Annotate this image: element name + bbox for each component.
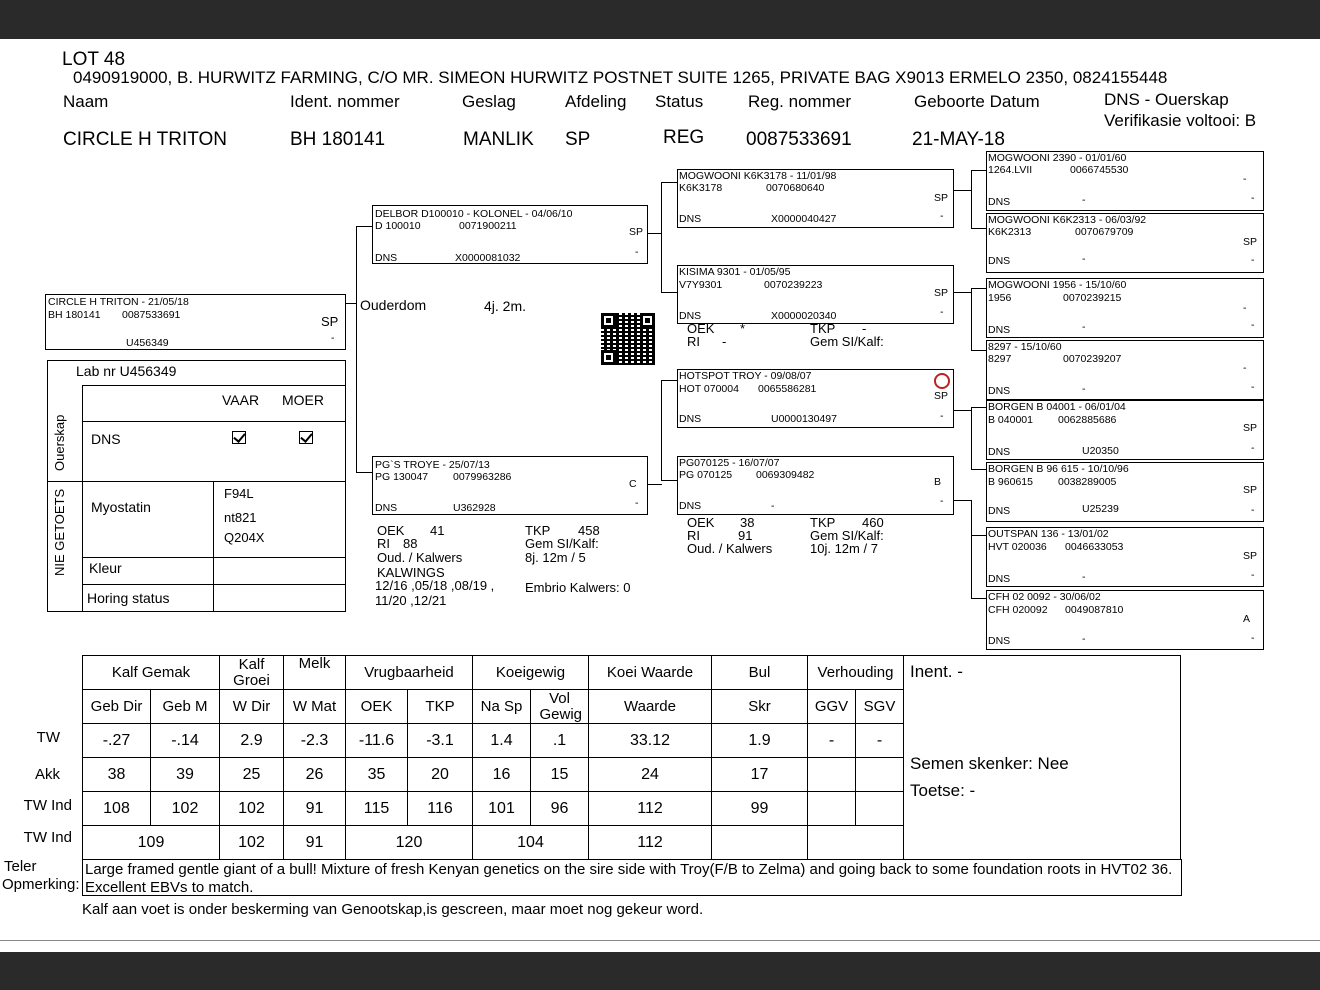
- row-label-akk: Akk: [34, 766, 60, 783]
- ss-afdeling: SP: [934, 192, 949, 204]
- subject-title: CIRCLE H TRITON - 21/05/18: [48, 296, 189, 308]
- myostatin-q204x: Q204X: [224, 530, 265, 545]
- gg-ident: HVT 020036: [988, 541, 1047, 553]
- dam-dash: -: [635, 497, 639, 509]
- gg-box-5: [986, 400, 1264, 460]
- gg-reg: 0070239207: [1063, 353, 1122, 365]
- lab-number: Lab nr U456349: [76, 363, 177, 379]
- sd-oek-label: OEK: [687, 321, 715, 336]
- sd-dns-value: X0000020340: [771, 310, 837, 322]
- twind2-cell: [808, 826, 904, 860]
- gg-ident: B 960615: [988, 476, 1033, 488]
- tw-cell: -: [856, 724, 904, 758]
- gg-ident: 1264.LVII: [988, 164, 1033, 176]
- dns-label: DNS: [91, 431, 121, 447]
- connector: [661, 292, 677, 293]
- gg-box-6: [986, 462, 1264, 522]
- sub-w-mat: W Mat: [284, 690, 346, 724]
- gg-dns-value: -: [1082, 253, 1086, 265]
- gg-dns-label: DNS: [988, 573, 1011, 585]
- sub-w-dir: W Dir: [220, 690, 284, 724]
- sub-oek: OEK: [346, 690, 408, 724]
- sire-ident: D 100010: [375, 220, 421, 232]
- tw-cell: -.27: [83, 724, 151, 758]
- ss-dns-label: DNS: [679, 213, 702, 225]
- gg-reg: 0046633053: [1065, 541, 1124, 553]
- dam-title: PG`S TROYE - 25/07/13: [375, 459, 490, 471]
- tw-cell: -11.6: [346, 724, 408, 758]
- sire-reg: 0071900211: [459, 220, 517, 232]
- header-geslag: Geslag: [462, 92, 516, 111]
- group-vrugbaarheid: Vrugbaarheid: [346, 656, 473, 690]
- dd-reg: 0069309482: [756, 469, 815, 481]
- group-kalf-groei: [220, 656, 284, 690]
- tw-cell: 1.9: [712, 724, 808, 758]
- group-kalf-groei-label: Kalf Groei: [233, 655, 270, 689]
- connector: [954, 410, 972, 411]
- sub-ggv: GGV: [808, 690, 856, 724]
- dam-afdeling: C: [629, 478, 637, 490]
- tw-cell: 1.4: [473, 724, 531, 758]
- owner-line: 0490919000, B. HURWITZ FARMING, C/O MR. SIMEON HURWITZ POSTNET SUITE 1265, PRIVATE BAG X9013 ERMELO 2350, 0824155448: [73, 68, 1168, 87]
- semen-skenker: Semen skenker: Nee: [910, 754, 1069, 773]
- row-label-tw: TW: [36, 729, 60, 746]
- dam-kalwings-1: 12/16 ,05/18 ,08/19 ,: [375, 578, 495, 593]
- animal-status: REG: [663, 127, 705, 148]
- connector: [971, 228, 987, 229]
- twind2-cell: 91: [284, 826, 346, 860]
- connector: [971, 350, 987, 351]
- sire-box: [372, 205, 648, 264]
- lot-number: LOT 48: [62, 49, 126, 70]
- twind2-cell: 120: [346, 826, 473, 860]
- connector: [954, 190, 972, 191]
- gg-ident: 1956: [988, 292, 1012, 304]
- gg-reg: 0038289005: [1058, 476, 1117, 488]
- header-geboorte: Geboorte Datum: [914, 92, 1040, 111]
- dd-oek-value: 38: [740, 515, 755, 530]
- twind-cell: [856, 792, 904, 826]
- inent: Inent. -: [910, 662, 963, 681]
- gg-afdeling: A: [1243, 613, 1251, 625]
- dd-oud-value: 10j. 12m / 7: [810, 541, 878, 556]
- gg-box-3: [986, 278, 1264, 338]
- connector: [661, 380, 662, 480]
- connector: [954, 500, 972, 501]
- connector: [954, 292, 972, 293]
- header-verifikasie: Verifikasie voltooi: B: [1104, 111, 1257, 130]
- moer-checkbox-icon: [299, 431, 313, 444]
- connector: [648, 233, 662, 234]
- sd-tkp-value: -: [862, 321, 867, 336]
- ds-reg: 0065586281: [758, 383, 817, 395]
- gg-ident: CFH 020092: [988, 604, 1048, 616]
- akk-cell: 38: [83, 758, 151, 792]
- row-label-twind: TW Ind: [23, 797, 72, 814]
- connector: [356, 472, 372, 473]
- animal-geslag: MANLIK: [463, 129, 534, 150]
- gg-title: MOGWOONI 2390 - 01/01/60: [988, 152, 1127, 164]
- ds-dash: -: [940, 410, 944, 422]
- gg-dns-label: DNS: [988, 255, 1011, 267]
- group-koeigewig: Koeigewig: [473, 656, 589, 690]
- connector: [971, 500, 972, 598]
- sd-ident: V7Y9301: [679, 279, 723, 291]
- sub-waarde: Waarde: [589, 690, 712, 724]
- sire-afdeling: SP: [629, 226, 644, 238]
- tw-cell: 33.12: [589, 724, 712, 758]
- subject-lab: U456349: [126, 337, 169, 349]
- gg-box-1: [986, 151, 1264, 211]
- akk-cell: 25: [220, 758, 284, 792]
- dam-ri-label: RI: [377, 536, 390, 551]
- connector: [661, 380, 677, 381]
- header-dns-ouerskap: DNS - Ouerskap: [1104, 90, 1229, 109]
- gg-dns-value: -: [1082, 383, 1086, 395]
- dam-ri-value: 88: [403, 536, 418, 551]
- sub-geb-m: Geb M: [151, 690, 220, 724]
- remarks-label-opmerking: Opmerking:: [2, 876, 80, 893]
- gg-afdeling: -: [1243, 173, 1247, 185]
- sd-ri-label: RI: [687, 334, 700, 349]
- connector: [971, 407, 972, 469]
- gg-afdeling: -: [1243, 302, 1247, 314]
- ss-dns-value: X0000040427: [771, 213, 837, 225]
- connector: [661, 182, 662, 292]
- connector: [971, 170, 987, 171]
- dd-tkp-value: 460: [862, 515, 884, 530]
- gg-dash: -: [1251, 504, 1255, 516]
- dd-dns-label: DNS: [679, 500, 702, 512]
- akk-cell: [856, 758, 904, 792]
- group-bul: Bul: [712, 656, 808, 690]
- kleur-label: Kleur: [89, 560, 122, 576]
- twind-cell: 96: [531, 792, 589, 826]
- gg-dash: -: [1251, 381, 1255, 393]
- footer-note: Kalf aan voet is onder beskerming van Genootskap,is gescreen, maar moet nog gekeur word.: [82, 901, 704, 918]
- header-ident: Ident. nommer: [290, 92, 400, 111]
- sire-dns-value: X0000081032: [455, 252, 521, 264]
- ss-reg: 0070680640: [766, 182, 825, 194]
- dd-oek-label: OEK: [687, 515, 715, 530]
- ss-title: MOGWOONI K6K3178 - 11/01/98: [679, 170, 837, 182]
- dam-kalwings-label: KALWINGS: [377, 565, 445, 580]
- gg-title: BORGEN B 04001 - 06/01/04: [988, 401, 1126, 413]
- dd-gem-label: Gem SI/Kalf:: [810, 528, 884, 543]
- gg-dns-value: U20350: [1082, 445, 1119, 457]
- akk-cell: 39: [151, 758, 220, 792]
- connector: [971, 535, 987, 536]
- tw-cell: -: [808, 724, 856, 758]
- header-status: Status: [655, 92, 704, 111]
- dam-oud-label: Oud. / Kalwers: [377, 550, 463, 565]
- gg-dns-value: -: [1082, 194, 1086, 206]
- twind-cell: 108: [83, 792, 151, 826]
- tw-cell: -.14: [151, 724, 220, 758]
- sub-skr: Skr: [712, 690, 808, 724]
- ds-dns-label: DNS: [679, 413, 702, 425]
- dam-embrio: Embrio Kalwers: 0: [525, 580, 631, 595]
- gg-title: MOGWOONI K6K2313 - 06/03/92: [988, 214, 1147, 226]
- sd-dash: -: [940, 306, 944, 318]
- gg-title: BORGEN B 96 615 - 10/10/96: [988, 463, 1129, 475]
- dd-ri-value: 91: [738, 528, 753, 543]
- dd-title: PG070125 - 16/07/07: [679, 457, 780, 469]
- ouderdom-label: Ouderdom: [360, 297, 427, 313]
- gg-title: 8297 - 15/10/60: [988, 341, 1062, 353]
- twind-cell: 102: [220, 792, 284, 826]
- dam-dns-value: U362928: [453, 502, 496, 514]
- sub-na-sp: Na Sp: [473, 690, 531, 724]
- group-kalf-gemak: Kalf Gemak: [83, 656, 220, 690]
- gg-ident: B 040001: [988, 414, 1033, 426]
- tw-cell: -3.1: [408, 724, 473, 758]
- dam-sire-box: [677, 369, 954, 428]
- ds-afdeling: SP: [934, 390, 949, 402]
- dam-oud-value: 8j. 12m / 5: [525, 550, 586, 565]
- animal-geboorte: 21-MAY-18: [912, 129, 1005, 150]
- gg-ident: 8297: [988, 353, 1012, 365]
- gg-dns-value: -: [1082, 571, 1086, 583]
- gg-dash: -: [1251, 442, 1255, 454]
- sd-oek-value: *: [740, 321, 746, 336]
- twind-cell: 115: [346, 792, 408, 826]
- connector: [971, 407, 987, 408]
- connector: [661, 182, 677, 183]
- gg-reg: 0070239215: [1063, 292, 1122, 304]
- row-label-twind2: TW Ind: [23, 829, 72, 846]
- akk-cell: 24: [589, 758, 712, 792]
- gg-dash: -: [1251, 254, 1255, 266]
- akk-cell: 26: [284, 758, 346, 792]
- ouderdom-value: 4j. 2m.: [484, 298, 527, 314]
- top-bar: [0, 0, 1320, 39]
- sd-title: KISIMA 9301 - 01/05/95: [679, 266, 791, 278]
- connector: [356, 226, 372, 227]
- dam-tkp-value: 458: [578, 523, 600, 538]
- dam-ident: PG 130047: [375, 471, 429, 483]
- ds-dns-value: U0000130497: [771, 413, 837, 425]
- subject-reg: 0087533691: [122, 309, 181, 321]
- gg-reg: 0062885686: [1058, 414, 1117, 426]
- sd-reg: 0070239223: [764, 279, 823, 291]
- gg-dns-label: DNS: [988, 385, 1011, 397]
- animal-naam: CIRCLE H TRITON: [63, 129, 227, 150]
- sub-geb-dir: Geb Dir: [83, 690, 151, 724]
- dam-tkp-label: TKP: [525, 523, 551, 538]
- ds-title: HOTSPOT TROY - 09/08/07: [679, 370, 812, 382]
- twind-cell: 101: [473, 792, 531, 826]
- sire-dns-label: DNS: [375, 252, 398, 264]
- ebv-table: [82, 655, 1181, 860]
- twind2-cell: 112: [589, 826, 712, 860]
- gg-box-4: [986, 340, 1264, 400]
- ss-dash: -: [940, 210, 944, 222]
- animal-ident: BH 180141: [290, 129, 386, 150]
- akk-cell: 35: [346, 758, 408, 792]
- tw-cell: -2.3: [284, 724, 346, 758]
- gg-dash: -: [1251, 569, 1255, 581]
- subject-box: [45, 294, 346, 350]
- header-reg: Reg. nommer: [748, 92, 851, 111]
- animal-reg: 0087533691: [746, 129, 852, 150]
- gg-dns-value: U25239: [1082, 503, 1119, 515]
- gg-ident: K6K2313: [988, 226, 1032, 238]
- twind-cell: 102: [151, 792, 220, 826]
- akk-cell: 15: [531, 758, 589, 792]
- gg-dash: -: [1251, 192, 1255, 204]
- ss-ident: K6K3178: [679, 182, 723, 194]
- myostatin-nt821: nt821: [224, 510, 257, 525]
- connector: [971, 598, 987, 599]
- group-koei-waarde: Koei Waarde: [589, 656, 712, 690]
- remarks-text: Large framed gentle giant of a bull! Mixture of fresh Kenyan genetics on the sire side with Troy(F/B to Zelma) and going back to some foundation roots in HVT02 36. Excellent EBVs to match.: [85, 861, 1173, 896]
- dd-ri-label: RI: [687, 528, 700, 543]
- tw-cell: 2.9: [220, 724, 284, 758]
- sub-tkp: TKP: [408, 690, 473, 724]
- connector: [648, 484, 662, 485]
- gg-title: MOGWOONI 1956 - 15/10/60: [988, 279, 1127, 291]
- info-cell: [904, 656, 1181, 860]
- gg-afdeling: SP: [1243, 484, 1258, 496]
- gg-dns-label: DNS: [988, 196, 1011, 208]
- dam-reg: 0079963286: [453, 471, 512, 483]
- dd-tkp-label: TKP: [810, 515, 836, 530]
- gg-reg: 0070679709: [1075, 226, 1134, 238]
- dam-oek-label: OEK: [377, 523, 405, 538]
- dam-gem-label: Gem SI/Kalf:: [525, 536, 599, 551]
- bottom-bar: [0, 952, 1320, 990]
- myostatin-f94l: F94L: [224, 486, 254, 501]
- twind2-cell: 102: [220, 826, 284, 860]
- gg-dns-label: DNS: [988, 446, 1011, 458]
- gg-dash: -: [1251, 632, 1255, 644]
- dam-dam-box: [677, 456, 954, 515]
- connector: [661, 480, 677, 481]
- sire-sire-box: [677, 169, 954, 228]
- twind-cell: 112: [589, 792, 712, 826]
- connector: [971, 469, 987, 470]
- twind-cell: 91: [284, 792, 346, 826]
- twind-cell: 99: [712, 792, 808, 826]
- dd-ident: PG 070125: [679, 469, 733, 481]
- sub-vol-gewig-label: Vol Gewig: [539, 689, 583, 723]
- connector: [356, 226, 357, 472]
- header-naam: Naam: [63, 92, 109, 111]
- gg-reg: 0049087810: [1065, 604, 1124, 616]
- ds-ident: HOT 070004: [679, 383, 739, 395]
- subject-afdeling: SP: [321, 314, 339, 329]
- sire-dam-box: [677, 265, 954, 324]
- nie-getoets-vertical: NIE GETOETS: [52, 488, 67, 576]
- divider: [0, 940, 1320, 941]
- myostatin-label: Myostatin: [91, 499, 151, 515]
- gg-title: CFH 02 0092 - 30/06/02: [988, 591, 1101, 603]
- sd-ri-value: -: [722, 334, 727, 349]
- gg-afdeling: SP: [1243, 236, 1258, 248]
- remarks-label-teler: Teler: [4, 858, 37, 875]
- akk-cell: 16: [473, 758, 531, 792]
- gg-afdeling: -: [1243, 362, 1247, 374]
- subject-ident: BH 180141: [48, 309, 101, 321]
- dd-afdeling: B: [934, 476, 942, 488]
- dam-kalwings-2: 11/20 ,12/21: [375, 593, 447, 608]
- dd-dash: -: [940, 495, 944, 507]
- toetse: Toetse: -: [910, 781, 976, 800]
- vaar-checkbox-icon: [232, 431, 246, 444]
- gg-dns-value: -: [1082, 633, 1086, 645]
- sd-afdeling: SP: [934, 287, 949, 299]
- dam-oek-value: 41: [430, 523, 445, 538]
- sd-tkp-label: TKP: [810, 321, 836, 336]
- col-vaar: VAAR: [222, 392, 260, 408]
- dd-oud-label: Oud. / Kalwers: [687, 541, 773, 556]
- akk-cell: [808, 758, 856, 792]
- gg-afdeling: SP: [1243, 422, 1258, 434]
- header-afdeling: Afdeling: [565, 92, 627, 111]
- twind2-cell: [712, 826, 808, 860]
- sub-sgv: SGV: [856, 690, 904, 724]
- gg-box-7: [986, 527, 1264, 587]
- dam-dns-label: DNS: [375, 502, 398, 514]
- akk-cell: 17: [712, 758, 808, 792]
- twind2-cell: 104: [473, 826, 589, 860]
- gg-title: OUTSPAN 136 - 13/01/02: [988, 528, 1109, 540]
- sire-title: DELBOR D100010 - KOLONEL - 04/06/10: [375, 208, 573, 220]
- connector: [971, 288, 972, 350]
- sd-dns-label: DNS: [679, 310, 702, 322]
- twind-cell: [808, 792, 856, 826]
- tw-cell: .1: [531, 724, 589, 758]
- sd-gem-label: Gem SI/Kalf:: [810, 334, 884, 349]
- gg-dns-label: DNS: [988, 635, 1011, 647]
- gg-dash: -: [1251, 319, 1255, 331]
- col-moer: MOER: [282, 392, 324, 408]
- subject-dash: -: [331, 332, 335, 344]
- animal-afdeling: SP: [565, 129, 591, 150]
- gg-dns-label: DNS: [988, 505, 1011, 517]
- gg-box-2: [986, 213, 1264, 273]
- twind-cell: 116: [408, 792, 473, 826]
- gg-afdeling: SP: [1243, 550, 1258, 562]
- gg-box-8: [986, 590, 1264, 650]
- akk-cell: 20: [408, 758, 473, 792]
- group-verhouding: Verhouding: [808, 656, 904, 690]
- connector: [971, 170, 972, 228]
- horing-label: Horing status: [87, 590, 170, 606]
- sire-dash: -: [635, 246, 639, 258]
- connector: [971, 288, 987, 289]
- gg-reg: 0066745530: [1070, 164, 1129, 176]
- group-melk: Melk: [284, 656, 346, 690]
- gg-dns-label: DNS: [988, 324, 1011, 336]
- remarks-box: [82, 859, 1182, 896]
- twind2-cell: 109: [83, 826, 220, 860]
- gg-dns-value: -: [1082, 321, 1086, 333]
- qr-code: [601, 313, 655, 365]
- dd-dns-value: -: [771, 500, 775, 512]
- sub-vol-gewig: [531, 690, 589, 724]
- ouerskap-vertical: Ouerskap: [52, 414, 67, 471]
- lab-panel: [47, 360, 346, 612]
- dam-box: [372, 456, 648, 515]
- award-icon: [934, 373, 950, 389]
